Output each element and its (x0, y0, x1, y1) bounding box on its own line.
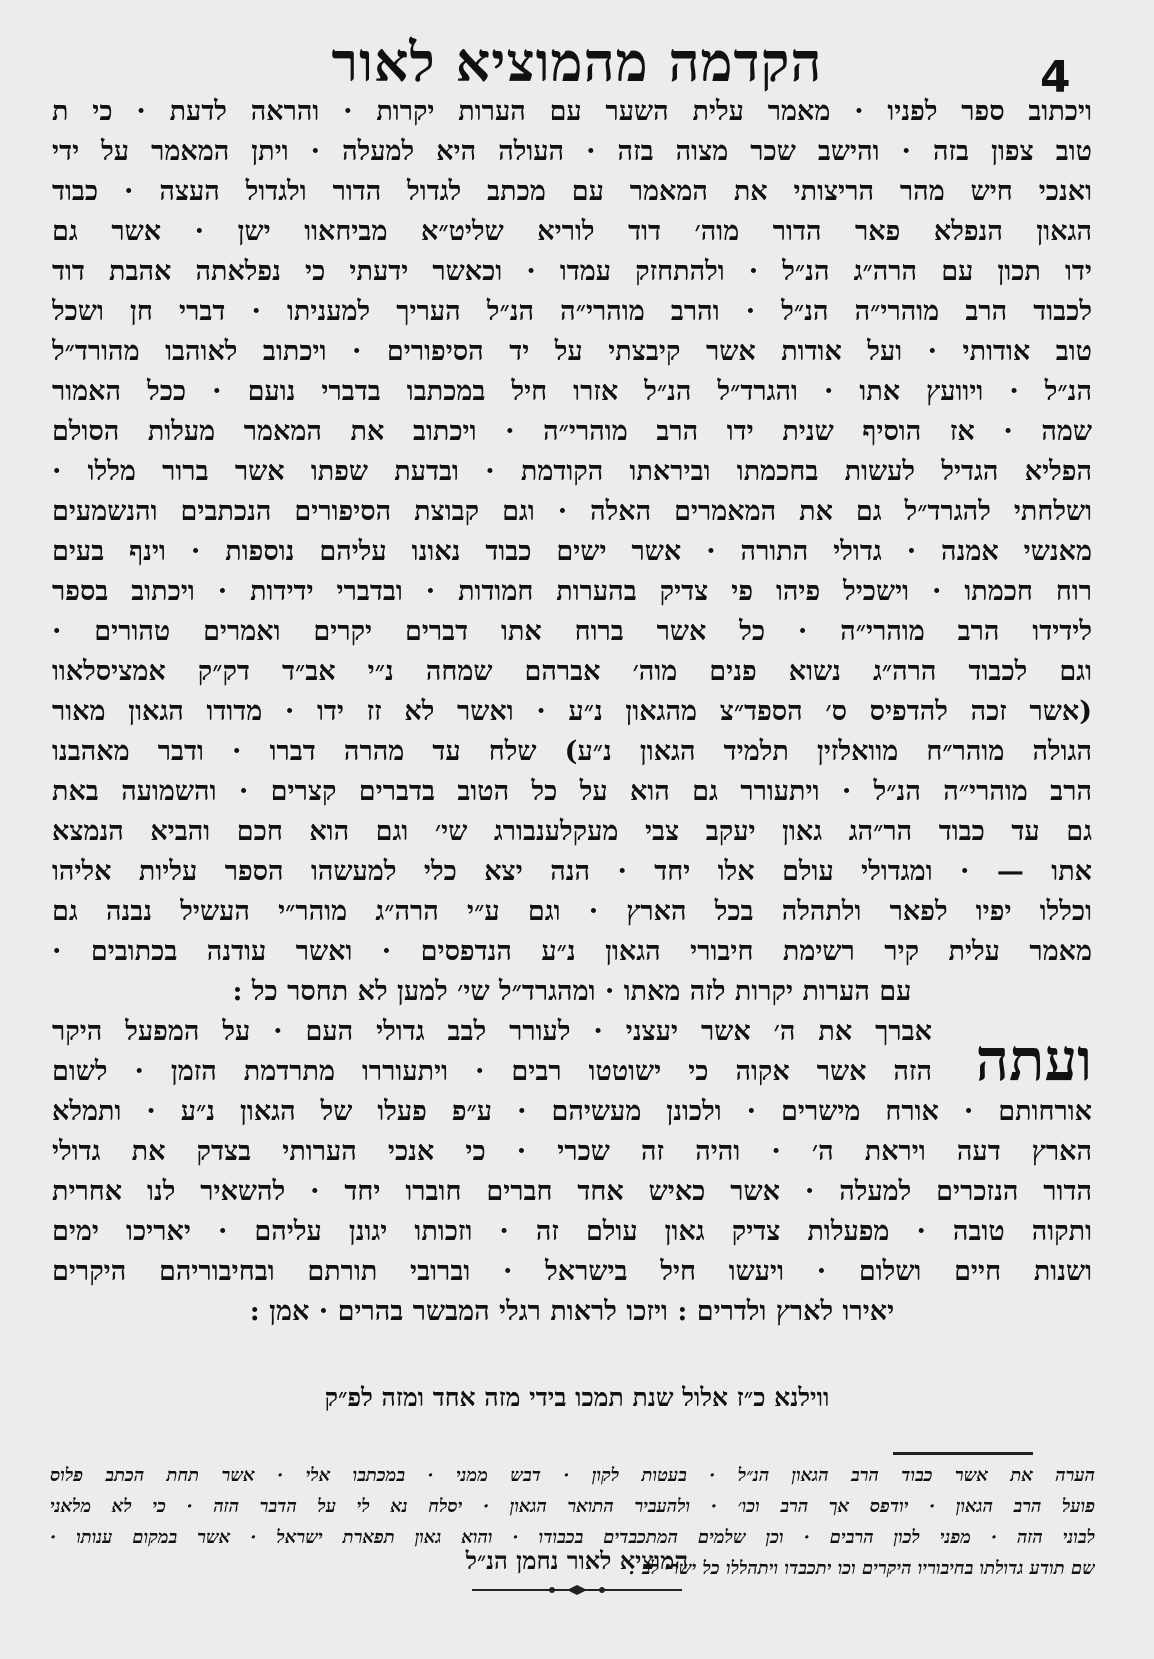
paragraph-end-line: עם הערות יקרות לזה מאתו · ומהגרד״ל שי׳ למען לא תחסר כל : (232, 976, 912, 1007)
text-line: מאמר עלית קיר רשימת חיבורי הגאון נ״ע הנדפסים · ואשר עודנה בכתובים · (52, 936, 1092, 967)
footnote-line: לבוני הזה · מפני לכון הרבים · וכן שלמים המתכבדים בכבודו · והוא גאון תפארת ישראל · אשר במקום ענותו · (50, 1527, 1095, 1548)
footnote-line: הערה את אשר כבוד הרב הגאון הנ״ל · בעטות לקון · דבש ממני · במכתבו אלי · אשר תחת הכתב פלוס (50, 1465, 1095, 1486)
opening-word: ועתה (975, 1026, 1092, 1094)
text-line: טוב צפון בזה · והישב שכר מצוה בזה · העולה היא למעלה · ויתן המאמר על ידי (52, 136, 1092, 167)
text-line: ותקוה טובה · מפעלות צדיק גאון עולם זה · וזכותו יגונן עליהם · יאריכו ימים (52, 1216, 1092, 1247)
text-line: ושלחתי להגרד״ל גם את המאמרים האלה · וגם קבוצת הסיפורים הנכתבים והנשמעים (52, 496, 1092, 527)
page-number: 4 (1040, 52, 1071, 103)
text-line: (אשר זכה להדפיס ס׳ הספד״צ מהגאון נ״ע · ואשר לא זז ידו · מדודו הגאון מאור (52, 696, 1092, 727)
text-line: הגולה מוהר״ח מוואלזין תלמיד הגאון נ״ע) שלח עד מהרה דברו · ודבר מאהבנו (52, 736, 1092, 767)
text-line: וגם לכבוד הרה״ג נשוא פנים מוה׳ אברהם שמחה נ״י אב״ד דק״ק אמציסלאוו (52, 656, 1092, 687)
main-text (52, 92, 1092, 1332)
text-line: לכבוד הרב מוהרי״ה הנ״ל · והרב מוהרי״ה הנ״ל העריך למעניתו · דברי חן ושכל (52, 296, 1092, 327)
date-line: ווילנא כ״ז אלול שנת תמכו בידי מזה אחד ומזה לפ״ק (324, 1383, 830, 1412)
text-line: אברך את ה׳ אשר יעצני · לעורר לבב גדולי העם · על המפעל היקר (52, 1016, 932, 1047)
closing-paragraph (52, 1012, 1092, 1252)
note-divider (893, 1452, 1033, 1455)
text-line: הפליא הגדיל לעשות בחכמתו וביראתו הקודמת · ובדעת שפתו אשר ברור מללו · (52, 456, 1092, 487)
text-line: מאנשי אמנה · גדולי התורה · אשר ישים כבוד נאונו עליהם נוספות · וינף בעים (52, 536, 1092, 567)
ornament-divider (472, 1584, 682, 1596)
text-line: גם עד כבוד הר״הג גאון יעקב צבי מעקלענבורג שי׳ וגם הוא חכם והביא הנמצא (52, 816, 1092, 847)
text-line: הזה אשר אקוה כי ישוטטו רבים · ויתעוררו מתרדמת הזמן · לשום (52, 1056, 932, 1087)
text-line: הרב מוהרי״ה הנ״ל · ויתעורר גם הוא על כל הטוב בדברים קצרים · והשמועה באת (52, 776, 1092, 807)
text-line: ואנכי חיש מהר הריצותי את המאמר עם מכתב לגדול הדור ולגדול העצה · כבוד (52, 176, 1092, 207)
text-line: ידו תכון עם הרה״ג הנ״ל · ולהתחזק עמדו · וכאשר ידעתי כי נפלאתה אהבת דוד (52, 256, 1092, 287)
text-line: שמה · אז הוסיף שנית ידו הרב מוהרי״ה · ויכתוב את המאמר מעלות הסולם (52, 416, 1092, 447)
text-line: הדור הנזכרים למעלה · אשר כאיש אחד חברים חוברו יחד · להשאיר לנו אחרית (52, 1176, 1092, 1207)
page-title: הקדמה מהמוציא לאור (331, 30, 823, 94)
text-line: אורחותם · אורח מישרים · ולכונן מעשיהם · ע״פ פעלו של הגאון נ״ע · ותמלא (52, 1096, 1092, 1127)
text-line: הנ״ל · ויוועץ אתו · והגרד״ל הנ״ל אזרו חיל במכתבו בדברי נועם · ככל האמור (52, 376, 1092, 407)
text-line: יאירו לארץ ולדרים : ויזכו לראות רגלי המבשר בהרים · אמן : (249, 1296, 895, 1327)
text-line: וכללו יפיו לפאר ולתהלה בכל הארץ · וגם ע״י הרה״ג מוהר״י העשיל נבנה גם (52, 896, 1092, 927)
text-line: הגאון הנפלא פאר הדור מוה׳ דוד לוריא שליט״א מביחאוו ישן · אשר גם (52, 216, 1092, 247)
text-line: ויכתוב ספר לפניו · מאמר עלית השער עם הערות יקרות · והראה לדעת · כי ת (52, 96, 1092, 127)
text-line: רוח חכמתו · וישכיל פיהו פי צדיק בהערות חמודות · ובדברי ידידות · ויכתוב בספר (52, 576, 1092, 607)
publisher-signature: המוציא לאור נחמן הנ״ל (465, 1546, 689, 1575)
text-line: טוב אודותי · ועל אודות אשר קיבצתי על יד הסיפורים · ויכתוב לאוהבו מהורד״ל (52, 336, 1092, 367)
footnote-line: שם תודע גדולתו בחיבוריו היקרים וכו יתכבדו ויתהללו כל ישרי לב : (628, 1558, 1095, 1579)
text-line: הארץ דעה ויראת ה׳ · והיה זה שכרי · כי אנכי הערותי בצדק את גדולי (52, 1136, 1092, 1167)
text-line: אתו — · ומגדולי עולם אלו יחד · הנה יצא כלי למעשהו הספר עליות אליהו (52, 856, 1092, 887)
text-line: לידידו הרב מוהרי״ה · כל אשר ברוח אתו דברים יקרים ואמרים טהורים · (52, 616, 1092, 647)
footnote-line: פועל הרב הגאון · יודפס אך הרב וכו׳ · ולהעביר התואר הגאון · יסלח נא לי על הדבר הזה · כי לא מלאני (50, 1496, 1095, 1517)
text-line: ושנות חיים ושלום · ויעשו חיל בישראל · וברובי תורתם ובחיבוריהם היקרים (52, 1256, 1092, 1287)
